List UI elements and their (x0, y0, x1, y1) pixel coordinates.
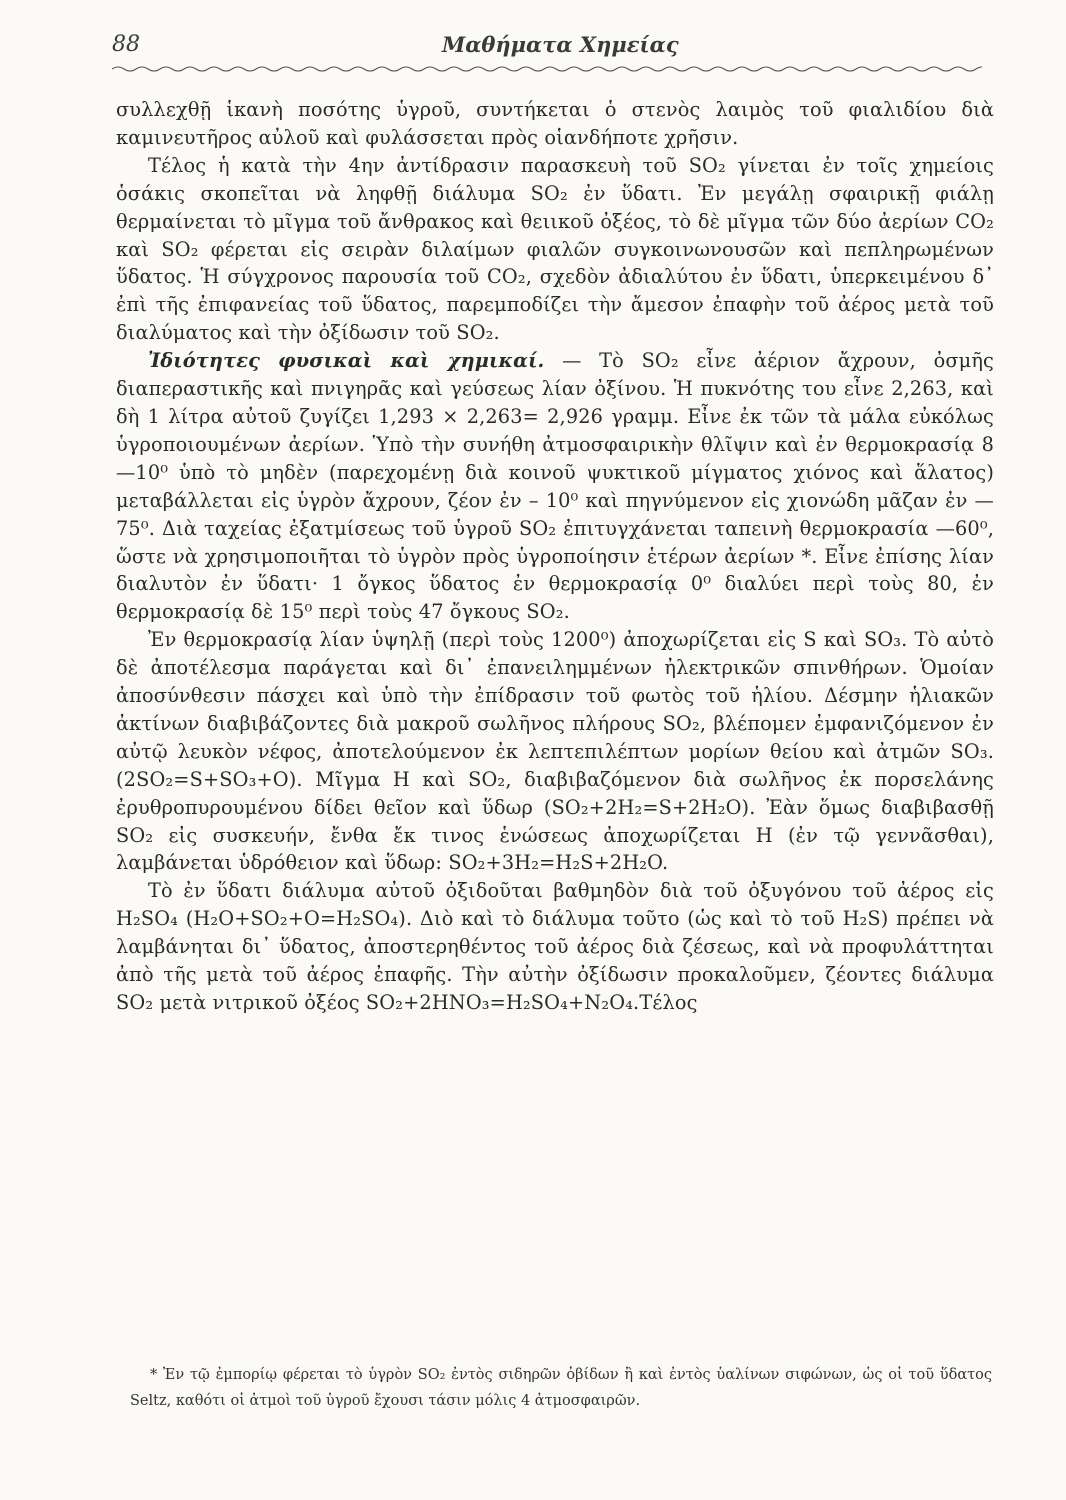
paragraph-3: Ἐν θερμοκρασίᾳ λίαν ὑψηλῇ (περὶ τοὺς 1200⁰) ἀποχωρίζεται εἰς S καὶ SO₃. Τὸ αὐτὸ δὲ ἀποτέλεσμα παράγεται καὶ δι᾿ ἐπανειλημμένων ἠλεκτρικῶν σπινθήρων. Ὁμοίαν ἀποσύνθεσιν πάσχει καὶ ὑπὸ τὴν ἐπίδρασιν τοῦ φωτὸς τοῦ ἡλίου. Δέσμην ἡλιακῶν ἀκτίνων διαβιβάζοντες διὰ μακροῦ σωλῆνος πλήρους SO₂, βλέπομεν ἐμφανιζόμενον ἐν αὐτῷ λευκὸν νέφος, ἀποτελούμενον ἐκ λεπτεπιλέπτων μορίων θείου καὶ ἀτμῶν SO₃. (2SO₂=S+SO₃+O). Μῖγμα H καὶ SO₂, διαβιβαζόμενον διὰ σωλῆνος ἐκ πορσελάνης ἐρυθροπυρουμένου δίδει θεῖον καὶ ὕδωρ (SO₂+2H₂=S+2H₂O). Ἐὰν ὅμως διαβιβασθῇ SO₂ εἰς συσκευήν, ἔνθα ἔκ τινος ἑνώσεως ἀποχωρίζεται H (ἐν τῷ γεννᾶσθαι), λαμβάνεται ὑδρόθειον καὶ ὕδωρ: SO₂+3H₂=H₂S+2H₂O. (116, 628, 994, 875)
paragraph-2: Τέλος ἡ κατὰ τὴν 4ην ἀντίδρασιν παρασκευὴ τοῦ SO₂ γίνεται ἐν τοῖς χημείοις ὁσάκις σκοπεῖται νὰ ληφθῇ διάλυμα SO₂ ἐν ὕδατι. Ἐν μεγάλῃ σφαιρικῇ φιάλῃ θερμαίνεται τὸ μῖγμα τοῦ ἄνθρακος καὶ θειικοῦ ὀξέος, τὸ δὲ μῖγμα τῶν δύο ἀερίων CO₂ καὶ SO₂ φέρεται εἰς σειρὰν διλαίμων φιαλῶν συγκοινωνουσῶν καὶ πεπληρωμένων ὕδατος. Ἡ σύγχρονος παρουσία τοῦ CO₂, σχεδὸν ἀδιαλύτου ἐν ὕδατι, ὑπερκειμένου δ᾿ ἐπὶ τῆς ἐπιφανείας τοῦ ὕδατος, παρεμποδίζει τὴν ἄμεσον ἐπαφὴν τοῦ ἀέρος μετὰ τοῦ διαλύματος καὶ τὴν ὀξίδωσιν τοῦ SO₂. (116, 153, 994, 345)
page-number: 88 (112, 32, 140, 57)
body-text (116, 96, 994, 1017)
paragraph-1: συλλεχθῇ ἱκανὴ ποσότης ὑγροῦ, συντήκεται ὁ στενὸς λαιμὸς τοῦ φιαλιδίου διὰ καμινευτῆρος αὐλοῦ καὶ φυλάσσεται πρὸς οἱανδήποτε χρῆσιν. (116, 98, 994, 149)
header-wavy-rule (112, 64, 982, 74)
section-text: — Τὸ SO₂ εἶνε ἀέριον ἄχρουν, ὀσμῆς διαπεραστικῆς καὶ πνιγηρᾶς καὶ γεύσεως λίαν ὀξίνου. Ἡ πυκνότης του εἶνε 2,263, καὶ δὴ 1 λίτρα αὐτοῦ ζυγίζει 1,293 × 2,263= 2,926 γραμμ. Εἶνε ἐκ τῶν τὰ μάλα εὐκόλως ὑγροποιουμένων ἀερίων. Ὑπὸ τὴν συνήθη ἀτμοσφαιρικὴν θλῖψιν καὶ ἐν θερμοκρασίᾳ 8—10⁰ ὑπὸ τὸ μηδὲν (παρεχομένῃ διὰ κοινοῦ ψυκτικοῦ μίγματος χιόνος καὶ ἅλατος) μεταβάλλεται εἰς ὑγρὸν ἄχρουν, ζέον ἐν – 10⁰ καὶ πηγνύμενον εἰς χιονώδη μᾶζαν ἐν —75⁰. Διὰ ταχείας ἐξατμίσεως τοῦ ὑγροῦ SO₂ ἐπιτυγχάνεται ταπεινὴ θερμοκρασία —60⁰, ὥστε νὰ χρησιμοποιῆται τὸ ὑγρὸν πρὸς ὑγροποίησιν ἑτέρων ἀερίων *. Εἶνε ἐπίσης λίαν διαλυτὸν ἐν ὕδατι· 1 ὄγκος ὕδατος ἐν θερμοκρασίᾳ 0⁰ διαλύει περὶ τοὺς 80, ἐν θερμοκρασίᾳ δὲ 15⁰ περὶ τοὺς 47 ὄγκους SO₂. (116, 349, 995, 624)
running-head (112, 30, 982, 64)
paragraph-properties (116, 347, 994, 626)
paragraph-4: Τὸ ἐν ὕδατι διάλυμα αὐτοῦ ὀξιδοῦται βαθμηδὸν διὰ τοῦ ὀξυγόνου τοῦ ἀέρος εἰς H₂SO₄ (H₂O+SO₂+O=H₂SO₄). Διὸ καὶ τὸ διάλυμα τοῦτο (ὡς καὶ τὸ τοῦ H₂S) πρέπει νὰ λαμβάνηται δι᾿ ὕδατος, ἀποστερηθέντος τοῦ ἀέρος διὰ ζέσεως, καὶ νὰ προφυλάττηται ἀπὸ τῆς μετὰ τοῦ ἀέρος ἐπαφῆς. Τὴν αὐτὴν ὀξίδωσιν προκαλοῦμεν, ζέοντες διάλυμα SO₂ μετὰ νιτρικοῦ ὀξέος SO₂+2HNO₃=H₂SO₄+N₂O₄.Τέλος (116, 879, 994, 1014)
section-heading: Ἰδιότητες φυσικαὶ καὶ χημικαί. (148, 349, 545, 373)
running-title: Μαθήματα Χημείας (442, 32, 679, 57)
footnote: * Ἐν τῷ ἐμπορίῳ φέρεται τὸ ὑγρὸν SO₂ ἐντὸς σιδηρῶν ὀβίδων ἢ καὶ ἐντὸς ὑαλίνων σιφώνων, ὡς οἱ τοῦ ὕδατος Seltz, καθότι οἱ ἀτμοὶ τοῦ ὑγροῦ ἔχουσι τάσιν μόλις 4 ἀτμοσφαιρῶν. (130, 1367, 992, 1409)
